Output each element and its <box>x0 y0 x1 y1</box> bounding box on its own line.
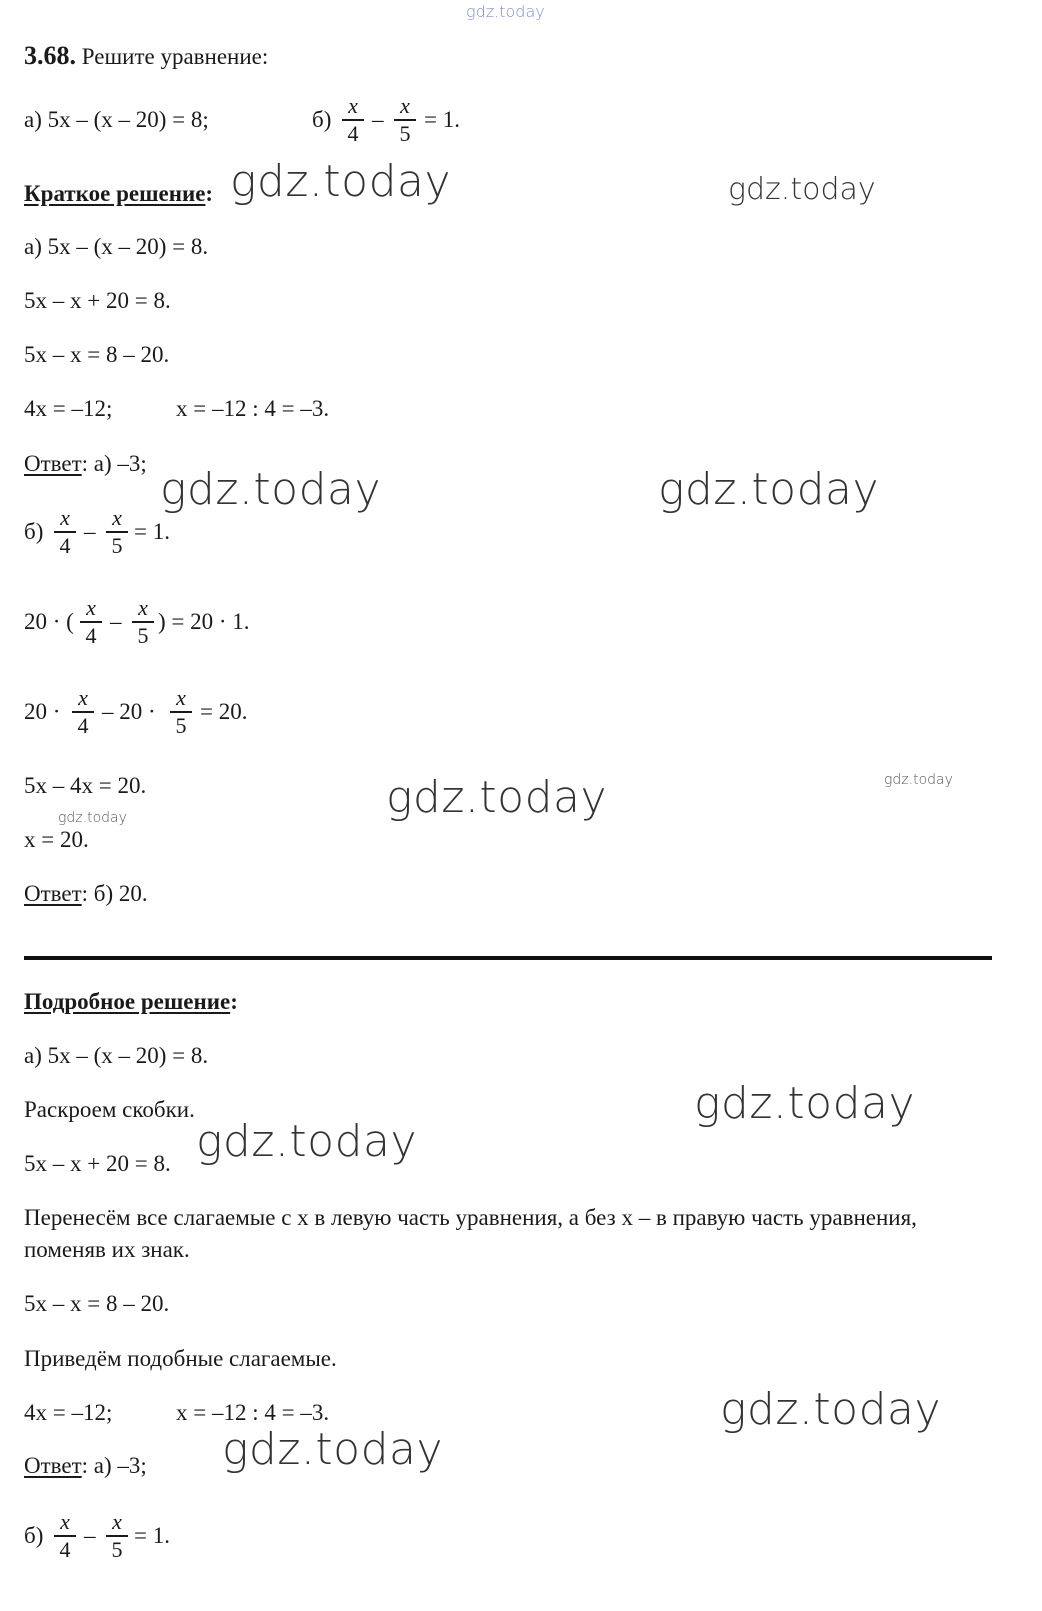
short-b-dist-left: 20 · <box>24 699 61 724</box>
denominator: 4 <box>59 532 71 558</box>
section-divider <box>24 956 992 960</box>
numerator: x <box>112 1509 122 1534</box>
detailed-a-step4-left: 4x = –12; <box>24 1400 113 1425</box>
problem-part-b-tail: = 1. <box>424 107 460 132</box>
answer-value: : а) –3; <box>81 1453 147 1478</box>
watermark: gdz.today <box>884 772 953 788</box>
watermark: gdz.today <box>720 1384 942 1435</box>
short-b-eq-tail: = 1. <box>134 519 170 544</box>
short-a-line-4-right: x = –12 : 4 = –3. <box>176 396 330 421</box>
short-a-line-4-left: 4x = –12; <box>24 396 113 421</box>
watermark: gdz.today <box>658 464 880 515</box>
short-a-line-3: 5x – x = 8 – 20. <box>24 342 170 367</box>
short-a-line-2: 5x – x + 20 = 8. <box>24 288 171 313</box>
fraction-x-over-5 <box>394 94 416 146</box>
detailed-open-brackets: Раскроем скобки. <box>24 1097 195 1122</box>
short-b-label: б) <box>24 519 44 544</box>
numerator: x <box>60 1509 70 1534</box>
answer-label: Ответ <box>24 1453 82 1478</box>
numerator: x <box>78 685 88 710</box>
denominator: 5 <box>111 1536 123 1562</box>
numerator: x <box>138 595 148 620</box>
watermark: gdz.today <box>222 1424 444 1475</box>
short-a-line-1: а) 5x – (x – 20) = 8. <box>24 234 209 259</box>
detailed-b-eq-tail: = 1. <box>134 1523 170 1548</box>
short-b-line-5: x = 20. <box>24 827 89 852</box>
short-answer-a <box>24 450 147 478</box>
short-heading-text: Краткое решение <box>24 181 206 206</box>
denominator: 4 <box>77 712 89 738</box>
minus-sign: – <box>372 107 384 132</box>
detailed-a-step2: 5x – x + 20 = 8. <box>24 1151 171 1176</box>
fraction-x-over-4 <box>72 686 94 738</box>
denominator: 4 <box>85 622 97 648</box>
watermark: gdz.today <box>386 772 608 823</box>
detailed-answer-a <box>24 1452 147 1480</box>
fraction-x-over-4 <box>54 506 76 558</box>
denominator: 5 <box>137 622 149 648</box>
denominator: 5 <box>399 120 411 146</box>
fraction-x-over-5 <box>132 596 154 648</box>
watermark: gdz.today <box>728 172 876 207</box>
detailed-a-eq: а) 5x – (x – 20) = 8. <box>24 1043 209 1068</box>
watermark: gdz.today <box>160 464 382 515</box>
watermark-top: gdz.today <box>466 2 545 21</box>
minus-sign: – <box>84 519 96 544</box>
watermark: gdz.today <box>694 1078 916 1129</box>
minus-sign: – <box>110 609 122 634</box>
short-b-mult-right: ) = 20 · 1. <box>158 609 250 634</box>
numerator: x <box>60 505 70 530</box>
answer-label: Ответ <box>24 881 82 906</box>
detailed-b-label: б) <box>24 1523 44 1548</box>
detailed-heading-text: Подробное решение <box>24 989 231 1014</box>
detailed-transfer-line2: поменяв их знак. <box>24 1237 190 1262</box>
short-b-line-4: 5x – 4x = 20. <box>24 773 147 798</box>
numerator: x <box>176 685 186 710</box>
problem-task: Решите уравнение: <box>81 44 269 69</box>
fraction-x-over-4 <box>342 94 364 146</box>
fraction-x-over-5 <box>106 1510 128 1562</box>
short-b-dist-tail: = 20. <box>200 699 248 724</box>
fraction-x-over-5 <box>106 506 128 558</box>
answer-value: : б) 20. <box>81 881 148 906</box>
problem-header <box>24 42 268 71</box>
watermark: gdz.today <box>58 810 127 826</box>
fraction-x-over-5 <box>170 686 192 738</box>
heading-colon: : <box>205 181 214 206</box>
numerator: x <box>112 505 122 530</box>
denominator: 4 <box>59 1536 71 1562</box>
short-b-mult-left: 20 · ( <box>24 609 74 634</box>
numerator: x <box>400 93 410 118</box>
detailed-solution-heading <box>24 988 238 1016</box>
numerator: x <box>348 93 358 118</box>
problem-number: 3.68. <box>24 41 76 70</box>
detailed-a-step4-right: x = –12 : 4 = –3. <box>176 1400 330 1425</box>
answer-value: : а) –3; <box>81 451 147 476</box>
numerator: x <box>86 595 96 620</box>
short-solution-heading <box>24 180 213 208</box>
detailed-transfer-line1: Перенесём все слагаемые с x в левую часть уравнения, а без x – в правую часть уравнения, <box>24 1205 917 1230</box>
short-b-dist-mid: – 20 · <box>102 699 156 724</box>
heading-colon: : <box>230 989 238 1014</box>
denominator: 4 <box>347 120 359 146</box>
denominator: 5 <box>111 532 123 558</box>
denominator: 5 <box>175 712 187 738</box>
minus-sign: – <box>84 1523 96 1548</box>
watermark: gdz.today <box>230 156 452 207</box>
problem-part-a: а) 5x – (x – 20) = 8; <box>24 107 209 132</box>
fraction-x-over-4 <box>54 1510 76 1562</box>
watermark: gdz.today <box>196 1116 418 1167</box>
fraction-x-over-4 <box>80 596 102 648</box>
detailed-a-step3: 5x – x = 8 – 20. <box>24 1291 170 1316</box>
detailed-similar: Приведём подобные слагаемые. <box>24 1346 337 1371</box>
short-answer-b <box>24 880 148 908</box>
problem-part-b-label: б) <box>312 107 332 132</box>
answer-label: Ответ <box>24 451 82 476</box>
